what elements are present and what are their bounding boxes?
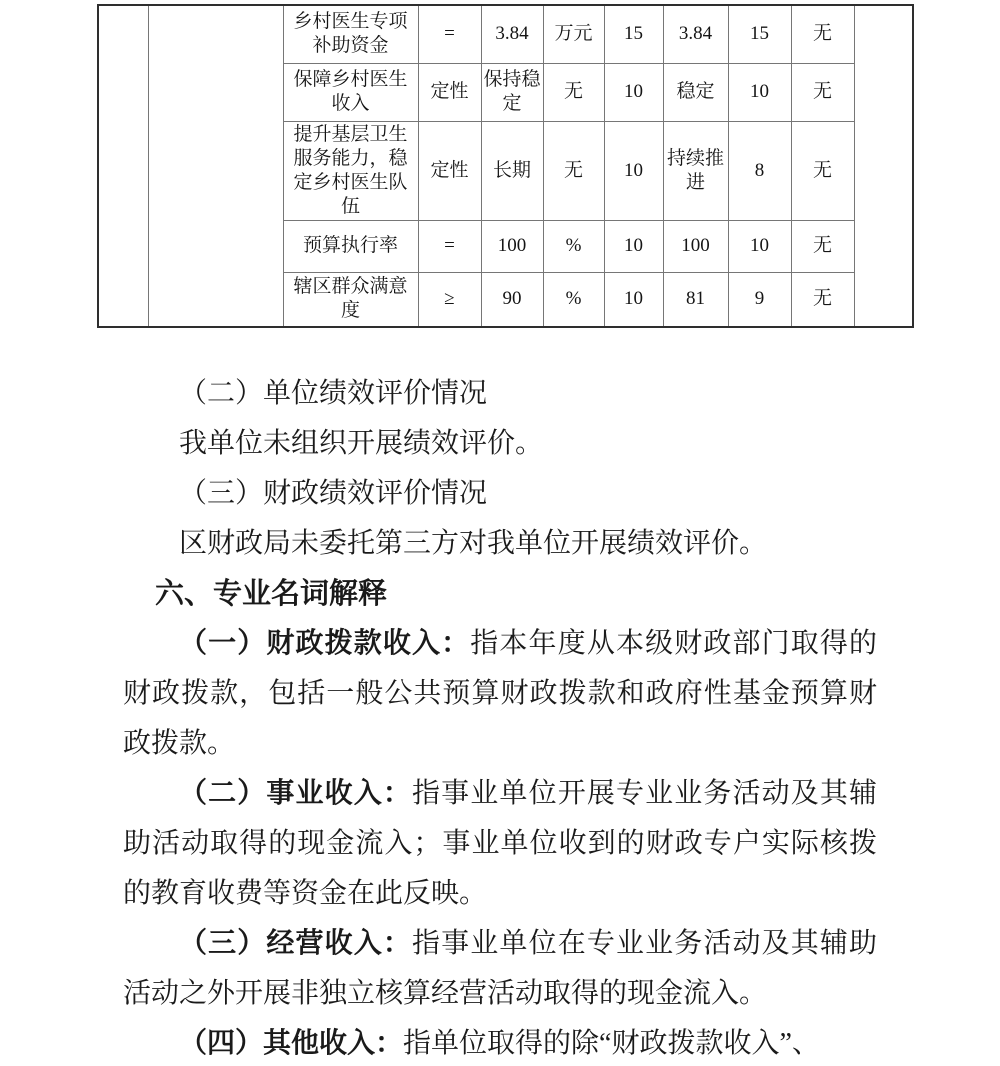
merged-empty-cell-right <box>854 5 913 327</box>
term-lead: （一）财政拨款收入： <box>179 628 471 659</box>
term-lead: （四）其他收入： <box>179 1028 404 1059</box>
term-body: 指单位取得的除“财政拨款收入”、 <box>403 1028 820 1059</box>
term-lead: （二）事业收入： <box>179 778 413 809</box>
comparator-cell: ≥ <box>418 272 481 327</box>
term-body: 指本年度从本级财政部门取得的财政拨款，包括一般公共预算财政拨款和政府性基金预算财政拨款。 <box>123 628 877 759</box>
term-paragraph-other-income <box>123 1019 877 1066</box>
term-body: 指事业单位开展专业业务活动及其辅助活动取得的现金流入；事业单位收到的财政专户实际核拨的教育收费等资金在此反映。 <box>123 778 877 909</box>
body-text <box>123 369 877 1066</box>
target-value-cell: 100 <box>481 220 543 272</box>
weight-cell: 10 <box>604 272 663 327</box>
score-cell: 9 <box>728 272 791 327</box>
weight-cell: 10 <box>604 121 663 220</box>
subsection-heading-finance-evaluation: （三）财政绩效评价情况 <box>179 478 488 509</box>
term-paragraph-business-income <box>123 919 877 1019</box>
comparator-cell: = <box>418 5 481 63</box>
comparator-cell: 定性 <box>418 121 481 220</box>
remark-cell: 无 <box>791 272 854 327</box>
weight-cell: 10 <box>604 63 663 121</box>
term-body: 指事业单位在专业业务活动及其辅助活动之外开展非独立核算经营活动取得的现金流入。 <box>123 928 877 1009</box>
actual-value-cell: 81 <box>663 272 728 327</box>
actual-value-cell: 持续推进 <box>663 121 728 220</box>
actual-value-cell: 100 <box>663 220 728 272</box>
section-heading-terms: 六、专业名词解释 <box>155 578 388 610</box>
comparator-cell: = <box>418 220 481 272</box>
merged-empty-cell-left-inner <box>148 5 283 327</box>
score-cell: 10 <box>728 220 791 272</box>
target-value-cell: 长期 <box>481 121 543 220</box>
unit-cell: 万元 <box>543 5 604 63</box>
comparator-cell: 定性 <box>418 63 481 121</box>
score-cell: 15 <box>728 5 791 63</box>
paragraph-unit-evaluation: 我单位未组织开展绩效评价。 <box>179 428 544 459</box>
score-cell: 8 <box>728 121 791 220</box>
weight-cell: 10 <box>604 220 663 272</box>
table-row <box>98 5 913 63</box>
paragraph-finance-evaluation: 区财政局未委托第三方对我单位开展绩效评价。 <box>179 528 768 559</box>
indicator-cell: 提升基层卫生服务能力，稳定乡村医生队伍 <box>283 121 418 220</box>
term-paragraph-operating-income <box>123 769 877 919</box>
remark-cell: 无 <box>791 63 854 121</box>
merged-empty-cell-left-outer <box>98 5 148 327</box>
target-value-cell: 90 <box>481 272 543 327</box>
unit-cell: % <box>543 272 604 327</box>
weight-cell: 15 <box>604 5 663 63</box>
unit-cell: 无 <box>543 121 604 220</box>
actual-value-cell: 稳定 <box>663 63 728 121</box>
target-value-cell: 3.84 <box>481 5 543 63</box>
remark-cell: 无 <box>791 220 854 272</box>
term-lead: （三）经营收入： <box>179 928 413 959</box>
performance-indicator-table <box>97 4 914 328</box>
score-cell: 10 <box>728 63 791 121</box>
remark-cell: 无 <box>791 121 854 220</box>
term-paragraph-fiscal-appropriation-income <box>123 619 877 769</box>
indicator-cell: 乡村医生专项补助资金 <box>283 5 418 63</box>
indicator-cell: 预算执行率 <box>283 220 418 272</box>
remark-cell: 无 <box>791 5 854 63</box>
subsection-heading-unit-evaluation: （二）单位绩效评价情况 <box>179 378 488 409</box>
indicator-cell: 辖区群众满意度 <box>283 272 418 327</box>
indicator-cell: 保障乡村医生收入 <box>283 63 418 121</box>
target-value-cell: 保持稳定 <box>481 63 543 121</box>
unit-cell: % <box>543 220 604 272</box>
unit-cell: 无 <box>543 63 604 121</box>
actual-value-cell: 3.84 <box>663 5 728 63</box>
